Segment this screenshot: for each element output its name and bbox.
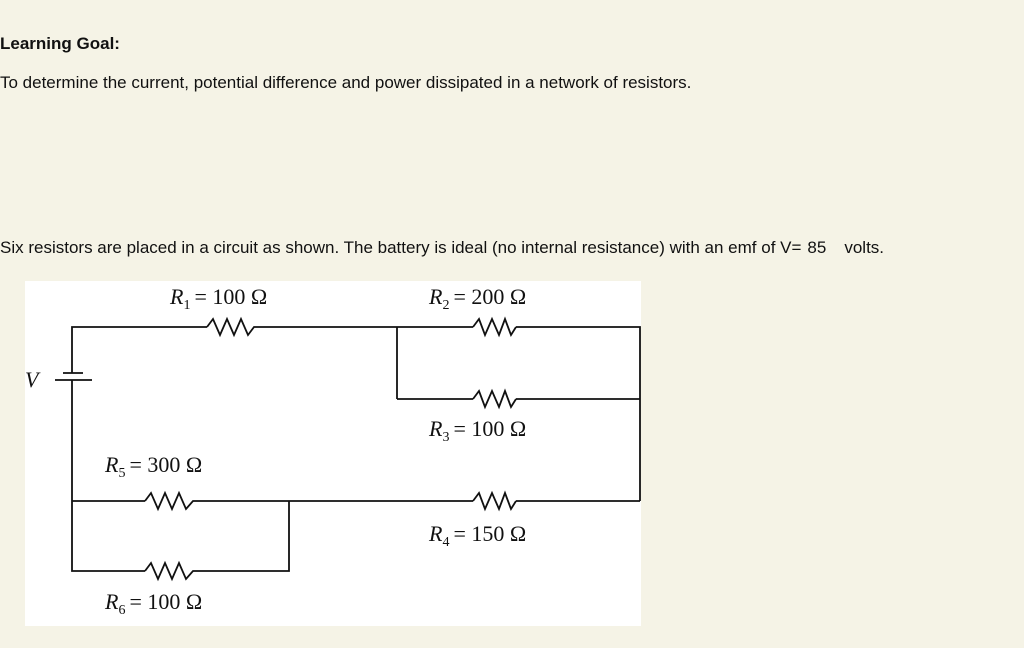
resistor-r3-label: $R_3 = 100$ Ω [429, 416, 527, 445]
resistor-r3-symbol [473, 391, 516, 407]
resistor-r4-symbol [473, 493, 516, 509]
resistor-r6-label: $R_6 = 100$ Ω [105, 589, 203, 618]
resistor-r2-symbol [473, 319, 516, 335]
problem-statement [0, 238, 884, 258]
battery-symbol [55, 373, 92, 389]
resistor-r5-label: $R_5 = 300$ Ω [105, 452, 203, 481]
resistor-r6-symbol [145, 563, 201, 579]
voltage-unit: volts. [844, 238, 885, 257]
learning-goal-heading: Learning Goal: [0, 34, 120, 53]
battery-label: V [25, 367, 39, 392]
circuit-svg [25, 281, 641, 626]
resistor-r1-label: $R_1 = 100$ Ω [170, 284, 268, 313]
resistor-r5-symbol [145, 493, 201, 509]
voltage-value: 85 [807, 238, 827, 257]
resistor-r4-label: $R_4 = 150$ Ω [429, 521, 527, 550]
resistor-r2-label: $R_2 = 200$ Ω [429, 284, 527, 313]
resistor-r1-symbol [207, 319, 260, 335]
circuit-wires [72, 327, 640, 571]
problem-text: Six resistors are placed in a circuit as shown. The battery is ideal (no internal resistance) with an emf of V= [0, 238, 802, 257]
circuit-diagram [25, 281, 641, 626]
learning-goal-text: To determine the current, potential difference and power dissipated in a network of resistors. [0, 73, 692, 92]
